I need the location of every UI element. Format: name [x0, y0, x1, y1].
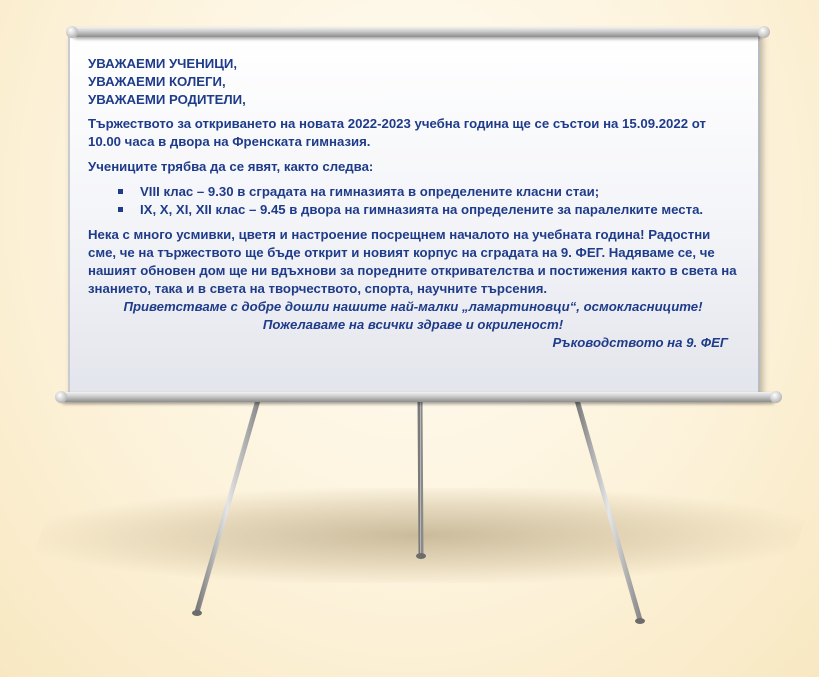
greeting-students: УВАЖАЕМИ УЧЕНИЦИ,	[88, 56, 238, 71]
wish-line: Пожелаваме на всички здраве и окриленост!	[262, 317, 564, 332]
signature: Ръководството на 9. ФЕГ	[552, 335, 728, 350]
wishes-paragraph: Нека с много усмивки, цветя и настроение посрещнем началото на учебната година! Радостни сме, че на тържеството ще бъде открит и новият корпус на сградата на 9. ФЕГ. Надяваме се, че нашият обновен дом ще ни вдъхнови за поредните откривателства и постижения както в света на знанието, така и в света на творчеството, спорта, научните търсения.	[88, 227, 737, 296]
welcome-line: Приветстваме с добре дошли нашите най-малки „ламартиновци“, осмокласниците!	[123, 299, 703, 314]
announcement-text	[88, 55, 738, 352]
easel-leg-right	[577, 400, 640, 620]
attendance-list	[88, 183, 738, 219]
bottom-rod-cap-right	[770, 391, 782, 403]
easel-leg-left	[197, 400, 258, 612]
easel-leg-center	[420, 400, 421, 555]
bottom-rod-cap-left	[55, 391, 67, 403]
easel-top-rod	[72, 27, 764, 37]
ceremony-paragraph: Тържеството за откриването на новата 2022-2023 учебна година ще се състои на 15.09.2022 от 10.00 часа в двора на Френската гимназия.	[88, 116, 706, 149]
top-rod-cap-left	[66, 26, 78, 38]
easel-bottom-rod	[60, 392, 776, 402]
list-item: IX, X, XI, XII клас – 9.45 в двора на гимназията на определените за паралелките места.	[118, 201, 738, 219]
top-rod-cap-right	[758, 26, 770, 38]
list-item: VIII клас – 9.30 в сградата на гимназията в определените класни стаи;	[118, 183, 738, 201]
greeting-colleagues: УВАЖАЕМИ КОЛЕГИ,	[88, 74, 226, 89]
greeting-parents: УВАЖАЕМИ РОДИТЕЛИ,	[88, 92, 246, 107]
attendance-intro: Учениците трябва да се явят, както следва:	[88, 159, 374, 174]
